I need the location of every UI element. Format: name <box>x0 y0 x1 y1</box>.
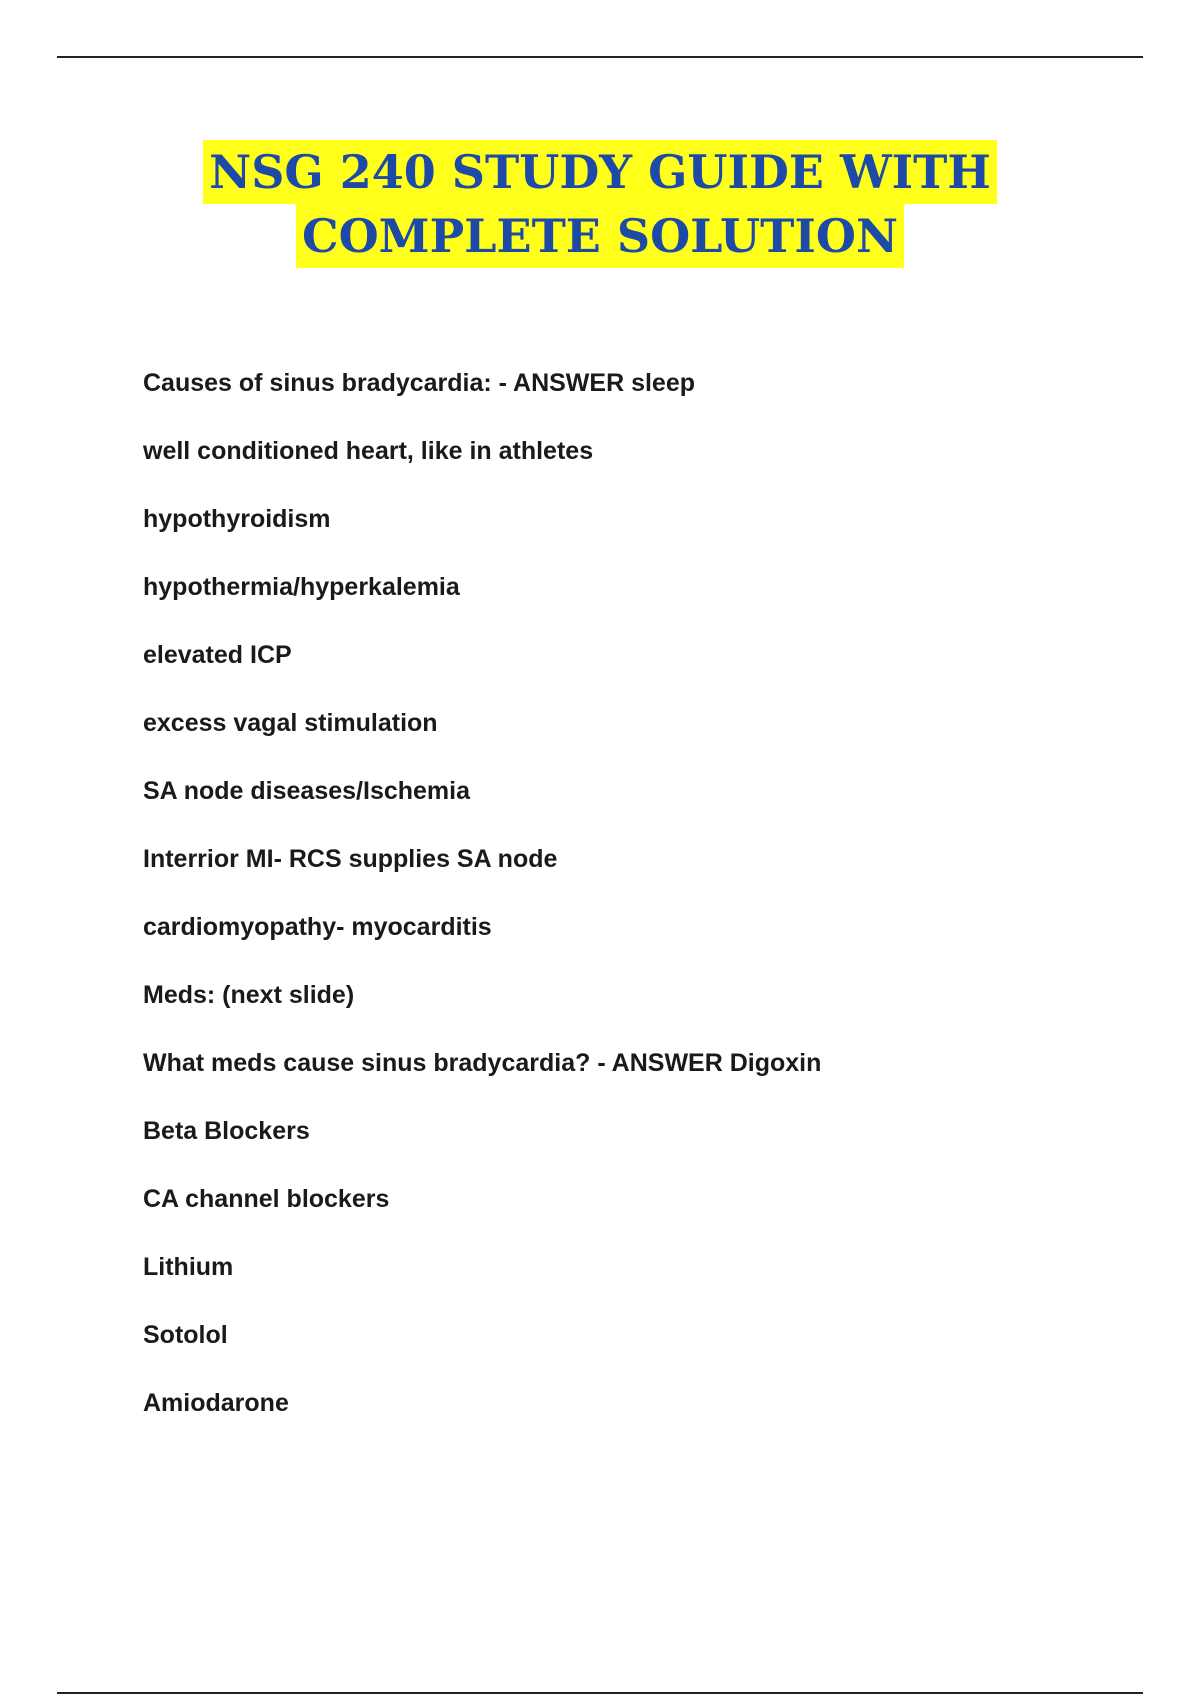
answer-line: Interrior MI- RCS supplies SA node <box>143 845 558 873</box>
question-line: Causes of sinus bradycardia: - ANSWER sleep <box>143 369 696 397</box>
answer-line: excess vagal stimulation <box>143 709 438 737</box>
title-line-2: COMPLETE SOLUTION <box>296 204 904 268</box>
answer-line: Beta Blockers <box>143 1117 310 1145</box>
answer-line: hypothyroidism <box>143 505 331 533</box>
answer-line: Meds: (next slide) <box>143 981 355 1009</box>
study-guide-content <box>143 368 1143 1456</box>
title-line-1: NSG 240 STUDY GUIDE WITH <box>203 140 997 204</box>
answer-line: elevated ICP <box>143 641 292 669</box>
answer-line: CA channel blockers <box>143 1185 390 1213</box>
document-title <box>0 140 1200 268</box>
answer-line: cardiomyopathy- myocarditis <box>143 913 492 941</box>
answer-line: Lithium <box>143 1253 234 1281</box>
answer-line: SA node diseases/Ischemia <box>143 777 471 805</box>
header-rule <box>57 56 1143 58</box>
answer-line: Sotolol <box>143 1321 228 1349</box>
answer-line: Amiodarone <box>143 1389 289 1417</box>
question-line: What meds cause sinus bradycardia? - ANSWER Digoxin <box>143 1049 822 1077</box>
answer-line: hypothermia/hyperkalemia <box>143 573 460 601</box>
answer-line: well conditioned heart, like in athletes <box>143 437 594 465</box>
footer-rule <box>57 1692 1143 1694</box>
